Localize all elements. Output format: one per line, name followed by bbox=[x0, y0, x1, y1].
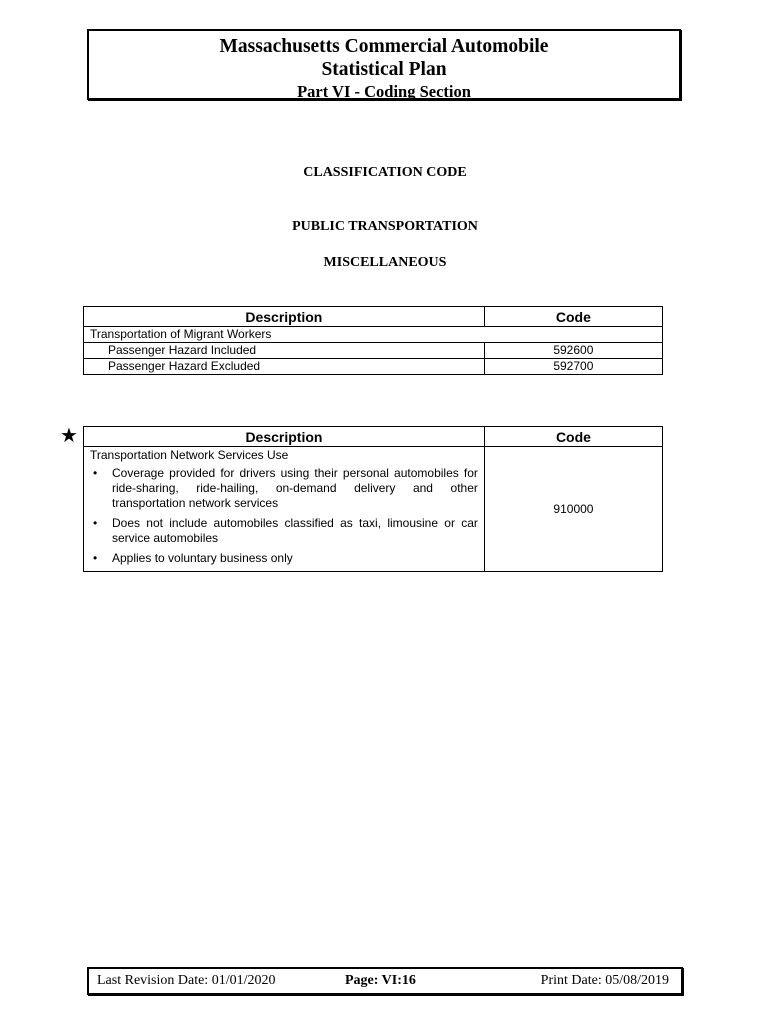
row-description: Passenger Hazard Excluded bbox=[84, 359, 485, 375]
document-header bbox=[87, 29, 681, 100]
classification-heading: CLASSIFICATION CODE bbox=[303, 165, 467, 180]
category-heading: PUBLIC TRANSPORTATION bbox=[292, 219, 478, 234]
document-subtitle: Part VI - Coding Section bbox=[297, 82, 471, 101]
table-row bbox=[84, 359, 663, 375]
table-header-row bbox=[84, 307, 663, 327]
network-services-table bbox=[83, 426, 663, 572]
bullet-icon: • bbox=[93, 551, 98, 565]
code-column-header: Code bbox=[484, 427, 662, 447]
revision-star-icon: ★ bbox=[60, 423, 78, 447]
list-item bbox=[90, 466, 478, 511]
code-column-header: Code bbox=[484, 307, 662, 327]
description-column-header: Description bbox=[84, 427, 485, 447]
document-title-line2: Statistical Plan bbox=[321, 59, 447, 80]
document-title-line1: Massachusetts Commercial Automobile bbox=[219, 36, 549, 57]
bullet-text: Does not include automobiles classified as taxi, limousine or car service automobiles bbox=[112, 516, 478, 545]
table-header-row bbox=[84, 427, 663, 447]
group-label: Transportation of Migrant Workers bbox=[84, 327, 663, 343]
table-row bbox=[84, 447, 663, 572]
revision-date: Last Revision Date: 01/01/2020 bbox=[97, 973, 276, 988]
row-description: Passenger Hazard Included bbox=[84, 343, 485, 359]
bullet-text: Applies to voluntary business only bbox=[112, 551, 293, 565]
row-code: 592700 bbox=[484, 359, 662, 375]
bullet-text: Coverage provided for drivers using their personal automobiles for ride-sharing, ride-hailing, on-demand delivery and other transportation network services bbox=[112, 466, 478, 510]
bullet-icon: • bbox=[93, 516, 98, 530]
print-date: Print Date: 05/08/2019 bbox=[540, 973, 669, 988]
page-number: Page: VI:16 bbox=[345, 973, 416, 988]
row-title: Transportation Network Services Use bbox=[90, 448, 289, 462]
row-code: 910000 bbox=[484, 447, 662, 572]
document-footer bbox=[87, 967, 683, 995]
bullet-list bbox=[90, 466, 478, 566]
table-group-row bbox=[84, 327, 663, 343]
list-item bbox=[90, 516, 478, 546]
migrant-workers-table bbox=[83, 306, 663, 375]
table-row bbox=[84, 343, 663, 359]
bullet-icon: • bbox=[93, 466, 98, 480]
list-item bbox=[90, 551, 478, 566]
subcategory-heading: MISCELLANEOUS bbox=[323, 255, 447, 270]
description-column-header: Description bbox=[84, 307, 485, 327]
row-description bbox=[84, 447, 485, 572]
row-code: 592600 bbox=[484, 343, 662, 359]
